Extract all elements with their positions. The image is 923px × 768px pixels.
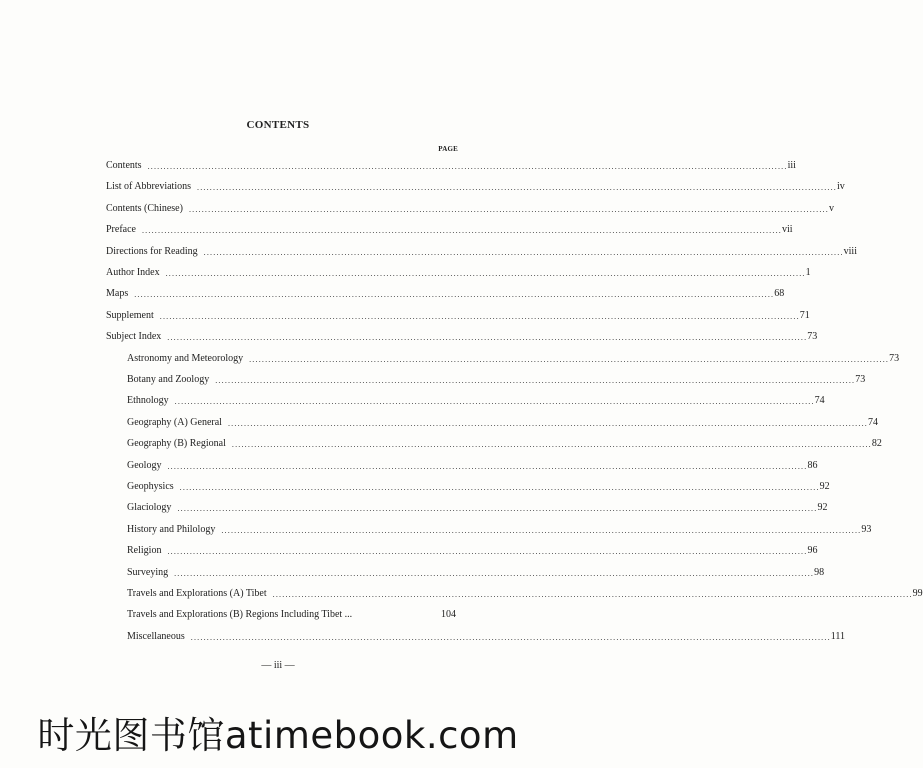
toc-entry-page: 71 xyxy=(799,310,810,321)
toc-entry-label: Supplement xyxy=(106,310,154,321)
dot-leader: ........................................................................................................................................................................................................ xyxy=(203,248,844,257)
toc-entry-page: v xyxy=(828,203,834,214)
toc-entry-page: 74 xyxy=(867,417,878,428)
toc-entry-label: Maps xyxy=(106,288,129,299)
dot-leader: ........................................................................................................................................................................................................ xyxy=(134,290,775,299)
dot-leader: ........................................................................................................................................................................................................ xyxy=(174,397,815,406)
dot-leader: ........................................................................................................................................................................................................ xyxy=(141,226,782,235)
toc-entry-page: 86 xyxy=(807,460,818,471)
toc-entry xyxy=(106,329,818,343)
toc-entry-page: iv xyxy=(837,181,845,192)
toc-entry-page: 92 xyxy=(817,502,828,513)
toc-entry-page: viii xyxy=(843,246,857,257)
dot-leader: ........................................................................................................................................................................................................ xyxy=(167,462,808,471)
watermark-text: 时光图书馆atimebook.com xyxy=(37,714,519,757)
toc-entry-page: iii xyxy=(787,160,796,171)
toc-entry-page: 111 xyxy=(830,631,846,642)
dot-leader: ........................................................................................................................................................................................................ xyxy=(165,269,806,278)
toc-entry-label: Religion xyxy=(127,545,162,556)
toc-entry-label: Author Index xyxy=(106,267,160,278)
toc-entry xyxy=(127,586,923,600)
dot-leader: ........................................................................................................................................................................................................ xyxy=(221,526,862,535)
toc-entry xyxy=(106,222,793,236)
toc-entry xyxy=(127,565,825,579)
toc-entry xyxy=(106,244,857,258)
toc-entry xyxy=(127,629,846,643)
toc-entry xyxy=(127,500,828,514)
dot-leader: ........................................................................................................................................................................................................ xyxy=(147,162,788,171)
toc-entry xyxy=(106,286,785,300)
toc-entry xyxy=(106,308,810,322)
toc-entry-page: 96 xyxy=(807,545,818,556)
toc-entry-label: Glaciology xyxy=(127,502,172,513)
dot-leader: ........................................................................................................................................................................................................ xyxy=(167,547,808,556)
dot-leader: ........................................................................................................................................................................................................ xyxy=(174,569,815,578)
dot-leader: ........................................................................................................................................................................................................ xyxy=(177,504,818,513)
toc-entry-page: 99 xyxy=(912,588,923,599)
dot-leader: ........................................................................................................................................................................................................ xyxy=(227,419,868,428)
toc-entry-label: Geology xyxy=(127,460,162,471)
toc-entry-label: Surveying xyxy=(127,567,169,578)
dot-leader: ........................................................................................................................................................................................................ xyxy=(159,312,800,321)
toc-entry xyxy=(106,158,796,172)
toc-entry-label: Contents xyxy=(106,160,142,171)
toc-entry xyxy=(127,522,872,536)
toc-entry-page: 1 xyxy=(805,267,811,278)
toc-entry-label: Botany and Zoology xyxy=(127,374,210,385)
toc-entry-page: 73 xyxy=(807,331,818,342)
dot-leader: ........................................................................................................................................................................................................ xyxy=(215,376,856,385)
dot-leader: ........................................................................................................................................................................................................ xyxy=(272,590,913,599)
dot-leader: ........................................................................................................................................................................................................ xyxy=(197,183,837,192)
toc-entry-label: Geography (A) General xyxy=(127,417,222,428)
toc-entry xyxy=(106,265,811,279)
toc-entry-page: 82 xyxy=(871,438,882,449)
toc-entry xyxy=(127,479,830,493)
toc-entry-label: Directions for Reading xyxy=(106,246,198,257)
toc-entry xyxy=(106,201,834,215)
toc-entry-page: vii xyxy=(781,224,793,235)
toc-entry xyxy=(127,458,818,472)
dot-leader: ........................................................................................................................................................................................................ xyxy=(179,483,820,492)
toc-entry-label: Preface xyxy=(106,224,136,235)
toc-entry-page: 73 xyxy=(889,353,900,364)
toc-entry-label: Subject Index xyxy=(106,331,162,342)
page-number-footer: — iii — xyxy=(261,660,295,671)
dot-leader: ........................................................................................................................................................................................................ xyxy=(249,355,890,364)
dot-leader: ........................................................................................................................................................................................................ xyxy=(190,633,831,642)
dot-leader: ........................................................................................................................................................................................................ xyxy=(188,205,829,214)
toc-entry xyxy=(127,351,900,365)
toc-entry-label: List of Abbreviations xyxy=(106,181,191,192)
toc-entry-label: Geography (B) Regional xyxy=(127,438,226,449)
toc-entry xyxy=(127,543,818,557)
toc-entry-page: 93 xyxy=(861,524,872,535)
toc-entry-page: 98 xyxy=(814,567,825,578)
toc-entry-page: 68 xyxy=(774,288,785,299)
page-column-header: PAGE xyxy=(438,145,458,153)
toc-entry-label: History and Philology xyxy=(127,524,216,535)
toc-entry-label: Contents (Chinese) xyxy=(106,203,183,214)
toc-entry xyxy=(127,393,825,407)
toc-entry-page: 74 xyxy=(814,395,825,406)
dot-leader: ........................................................................................................................................................................................................ xyxy=(167,333,808,342)
toc-entry-label: Travels and Explorations (B) Regions Including Tibet ... xyxy=(127,609,353,620)
toc-entry xyxy=(127,436,882,450)
toc-entry xyxy=(127,415,878,429)
toc-entry-label: Miscellaneous xyxy=(127,631,185,642)
dot-leader: ........................................................................................................................................................................................................ xyxy=(231,440,872,449)
toc-entry xyxy=(127,372,866,386)
toc-entry-page: 104 xyxy=(441,609,456,620)
toc-entry xyxy=(106,179,845,193)
toc-entry-label: Ethnology xyxy=(127,395,169,406)
toc-entry-label: Travels and Explorations (A) Tibet xyxy=(127,588,267,599)
toc-entry-page: 73 xyxy=(855,374,866,385)
toc-entry xyxy=(127,607,456,621)
toc-entry-label: Geophysics xyxy=(127,481,174,492)
toc-entry-label: Astronomy and Meteorology xyxy=(127,353,244,364)
page-title: CONTENTS xyxy=(246,119,310,131)
toc-entry-page: 92 xyxy=(819,481,830,492)
